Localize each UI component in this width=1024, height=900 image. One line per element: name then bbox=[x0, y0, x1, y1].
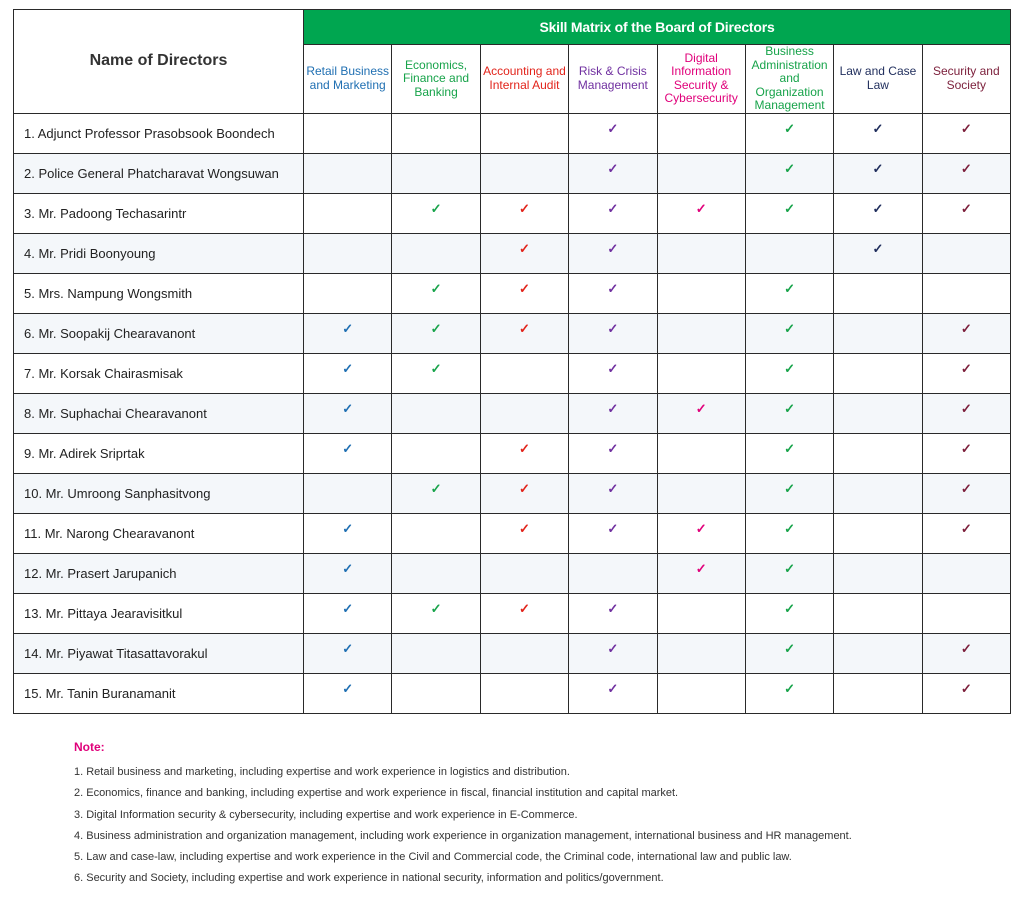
skill-header: Risk & Crisis Management bbox=[569, 45, 657, 114]
empty-cell bbox=[392, 633, 480, 673]
check-icon: ✓ bbox=[657, 393, 745, 433]
check-icon: ✓ bbox=[922, 433, 1010, 473]
empty-cell bbox=[392, 153, 480, 193]
empty-cell bbox=[834, 313, 922, 353]
note-item: 6. Security and Society, including expertise and work experience in national security, information and politics/government. bbox=[74, 872, 664, 885]
check-icon: ✓ bbox=[569, 513, 657, 553]
director-name: 9. Mr. Adirek Sriprtak bbox=[14, 433, 304, 473]
empty-cell bbox=[480, 633, 568, 673]
check-icon: ✓ bbox=[569, 313, 657, 353]
empty-cell bbox=[834, 353, 922, 393]
empty-cell bbox=[480, 553, 568, 593]
check-icon: ✓ bbox=[569, 273, 657, 313]
note-item: 3. Digital Information security & cybersecurity, including expertise and work experience in E-Commerce. bbox=[74, 808, 578, 821]
empty-cell bbox=[834, 633, 922, 673]
skill-header: Accounting and Internal Audit bbox=[480, 45, 568, 114]
director-name: 1. Adjunct Professor Prasobsook Boondech bbox=[14, 113, 304, 153]
check-icon: ✓ bbox=[392, 313, 480, 353]
check-icon: ✓ bbox=[304, 593, 392, 633]
check-icon: ✓ bbox=[745, 313, 833, 353]
check-icon: ✓ bbox=[745, 473, 833, 513]
check-icon: ✓ bbox=[922, 633, 1010, 673]
director-name: 2. Police General Phatcharavat Wongsuwan bbox=[14, 153, 304, 193]
empty-cell bbox=[834, 673, 922, 713]
empty-cell bbox=[480, 393, 568, 433]
check-icon: ✓ bbox=[569, 673, 657, 713]
check-icon: ✓ bbox=[569, 153, 657, 193]
empty-cell bbox=[657, 153, 745, 193]
check-icon: ✓ bbox=[569, 193, 657, 233]
empty-cell bbox=[657, 273, 745, 313]
skill-header: Digital Information Security & Cybersecurity bbox=[657, 45, 745, 114]
empty-cell bbox=[657, 113, 745, 153]
empty-cell bbox=[657, 633, 745, 673]
check-icon: ✓ bbox=[657, 553, 745, 593]
check-icon: ✓ bbox=[745, 433, 833, 473]
notes-list bbox=[74, 762, 994, 890]
note-item: 1. Retail business and marketing, including expertise and work experience in logistics and distribution. bbox=[74, 766, 570, 778]
director-row bbox=[14, 153, 1011, 193]
check-icon: ✓ bbox=[392, 193, 480, 233]
check-icon: ✓ bbox=[745, 193, 833, 233]
check-icon: ✓ bbox=[569, 113, 657, 153]
director-name: 15. Mr. Tanin Buranamanit bbox=[14, 673, 304, 713]
check-icon: ✓ bbox=[922, 473, 1010, 513]
director-row bbox=[14, 433, 1011, 473]
empty-cell bbox=[392, 393, 480, 433]
empty-cell bbox=[657, 353, 745, 393]
director-row bbox=[14, 673, 1011, 713]
check-icon: ✓ bbox=[922, 313, 1010, 353]
empty-cell bbox=[834, 513, 922, 553]
empty-cell bbox=[480, 673, 568, 713]
check-icon: ✓ bbox=[569, 393, 657, 433]
check-icon: ✓ bbox=[480, 313, 568, 353]
check-icon: ✓ bbox=[745, 353, 833, 393]
empty-cell bbox=[922, 593, 1010, 633]
check-icon: ✓ bbox=[304, 673, 392, 713]
skill-header: Law and Case Law bbox=[834, 45, 922, 114]
empty-cell bbox=[304, 153, 392, 193]
director-name: 4. Mr. Pridi Boonyoung bbox=[14, 233, 304, 273]
check-icon: ✓ bbox=[304, 633, 392, 673]
empty-cell bbox=[480, 353, 568, 393]
empty-cell bbox=[304, 273, 392, 313]
matrix-title: Skill Matrix of the Board of Directors bbox=[304, 10, 1011, 45]
skill-header: Retail Business and Marketing bbox=[304, 45, 392, 114]
notes-title: Note: bbox=[74, 740, 105, 754]
check-icon: ✓ bbox=[569, 593, 657, 633]
check-icon: ✓ bbox=[569, 233, 657, 273]
check-icon: ✓ bbox=[834, 233, 922, 273]
empty-cell bbox=[834, 273, 922, 313]
check-icon: ✓ bbox=[480, 433, 568, 473]
director-name: 11. Mr. Narong Chearavanont bbox=[14, 513, 304, 553]
check-icon: ✓ bbox=[569, 353, 657, 393]
check-icon: ✓ bbox=[480, 193, 568, 233]
check-icon: ✓ bbox=[392, 473, 480, 513]
director-name: 13. Mr. Pittaya Jearavisitkul bbox=[14, 593, 304, 633]
empty-cell bbox=[657, 233, 745, 273]
empty-cell bbox=[922, 273, 1010, 313]
note-item: 5. Law and case-law, including expertise and work experience in the Civil and Commercial code, the Criminal code, international law and public law. bbox=[74, 851, 792, 864]
check-icon: ✓ bbox=[745, 393, 833, 433]
check-icon: ✓ bbox=[304, 353, 392, 393]
empty-cell bbox=[392, 673, 480, 713]
check-icon: ✓ bbox=[745, 113, 833, 153]
empty-cell bbox=[745, 233, 833, 273]
empty-cell bbox=[657, 673, 745, 713]
check-icon: ✓ bbox=[922, 193, 1010, 233]
check-icon: ✓ bbox=[745, 153, 833, 193]
empty-cell bbox=[392, 513, 480, 553]
skill-matrix-table bbox=[13, 9, 1011, 714]
empty-cell bbox=[392, 433, 480, 473]
director-name: 5. Mrs. Nampung Wongsmith bbox=[14, 273, 304, 313]
empty-cell bbox=[834, 473, 922, 513]
check-icon: ✓ bbox=[392, 593, 480, 633]
director-name: 7. Mr. Korsak Chairasmisak bbox=[14, 353, 304, 393]
empty-cell bbox=[392, 113, 480, 153]
check-icon: ✓ bbox=[922, 113, 1010, 153]
empty-cell bbox=[657, 593, 745, 633]
empty-cell bbox=[480, 153, 568, 193]
empty-cell bbox=[657, 313, 745, 353]
director-name: 8. Mr. Suphachai Chearavanont bbox=[14, 393, 304, 433]
skill-header: Security and Society bbox=[922, 45, 1010, 114]
check-icon: ✓ bbox=[834, 193, 922, 233]
empty-cell bbox=[922, 233, 1010, 273]
empty-cell bbox=[480, 113, 568, 153]
empty-cell bbox=[569, 553, 657, 593]
empty-cell bbox=[304, 473, 392, 513]
check-icon: ✓ bbox=[480, 473, 568, 513]
empty-cell bbox=[834, 393, 922, 433]
director-row bbox=[14, 513, 1011, 553]
director-name: 14. Mr. Piyawat Titasattavorakul bbox=[14, 633, 304, 673]
check-icon: ✓ bbox=[922, 153, 1010, 193]
director-name: 6. Mr. Soopakij Chearavanont bbox=[14, 313, 304, 353]
director-row bbox=[14, 313, 1011, 353]
check-icon: ✓ bbox=[480, 273, 568, 313]
empty-cell bbox=[392, 233, 480, 273]
check-icon: ✓ bbox=[392, 353, 480, 393]
check-icon: ✓ bbox=[304, 553, 392, 593]
empty-cell bbox=[304, 193, 392, 233]
check-icon: ✓ bbox=[480, 593, 568, 633]
check-icon: ✓ bbox=[480, 513, 568, 553]
check-icon: ✓ bbox=[745, 513, 833, 553]
check-icon: ✓ bbox=[834, 113, 922, 153]
director-row bbox=[14, 353, 1011, 393]
check-icon: ✓ bbox=[569, 633, 657, 673]
skill-header: Economics, Finance and Banking bbox=[392, 45, 480, 114]
check-icon: ✓ bbox=[392, 273, 480, 313]
check-icon: ✓ bbox=[480, 233, 568, 273]
skill-header: Business Administration and Organization Management bbox=[745, 45, 833, 114]
director-row bbox=[14, 273, 1011, 313]
check-icon: ✓ bbox=[745, 273, 833, 313]
check-icon: ✓ bbox=[304, 313, 392, 353]
notes-section bbox=[74, 740, 994, 890]
director-name: 10. Mr. Umroong Sanphasitvong bbox=[14, 473, 304, 513]
note-item: 4. Business administration and organization management, including work experience in organization management, international business and HR management. bbox=[74, 829, 852, 842]
director-row bbox=[14, 193, 1011, 233]
check-icon: ✓ bbox=[569, 473, 657, 513]
director-rows bbox=[14, 113, 1011, 713]
check-icon: ✓ bbox=[834, 153, 922, 193]
check-icon: ✓ bbox=[922, 513, 1010, 553]
director-name: 12. Mr. Prasert Jarupanich bbox=[14, 553, 304, 593]
check-icon: ✓ bbox=[657, 513, 745, 553]
check-icon: ✓ bbox=[922, 673, 1010, 713]
check-icon: ✓ bbox=[304, 393, 392, 433]
name-of-directors-header: Name of Directors bbox=[14, 10, 304, 114]
check-icon: ✓ bbox=[745, 673, 833, 713]
director-row bbox=[14, 473, 1011, 513]
director-row bbox=[14, 113, 1011, 153]
check-icon: ✓ bbox=[745, 593, 833, 633]
empty-cell bbox=[657, 473, 745, 513]
check-icon: ✓ bbox=[304, 433, 392, 473]
director-row bbox=[14, 553, 1011, 593]
check-icon: ✓ bbox=[745, 633, 833, 673]
director-row bbox=[14, 593, 1011, 633]
check-icon: ✓ bbox=[922, 393, 1010, 433]
empty-cell bbox=[834, 553, 922, 593]
empty-cell bbox=[834, 433, 922, 473]
check-icon: ✓ bbox=[657, 193, 745, 233]
director-name: 3. Mr. Padoong Techasarintr bbox=[14, 193, 304, 233]
empty-cell bbox=[304, 113, 392, 153]
empty-cell bbox=[834, 593, 922, 633]
check-icon: ✓ bbox=[745, 553, 833, 593]
check-icon: ✓ bbox=[922, 353, 1010, 393]
check-icon: ✓ bbox=[304, 513, 392, 553]
director-row bbox=[14, 393, 1011, 433]
empty-cell bbox=[922, 553, 1010, 593]
empty-cell bbox=[304, 233, 392, 273]
empty-cell bbox=[657, 433, 745, 473]
director-row bbox=[14, 233, 1011, 273]
note-item: 2. Economics, finance and banking, including expertise and work experience in fiscal, financial institution and capital market. bbox=[74, 787, 679, 800]
check-icon: ✓ bbox=[569, 433, 657, 473]
director-row bbox=[14, 633, 1011, 673]
empty-cell bbox=[392, 553, 480, 593]
